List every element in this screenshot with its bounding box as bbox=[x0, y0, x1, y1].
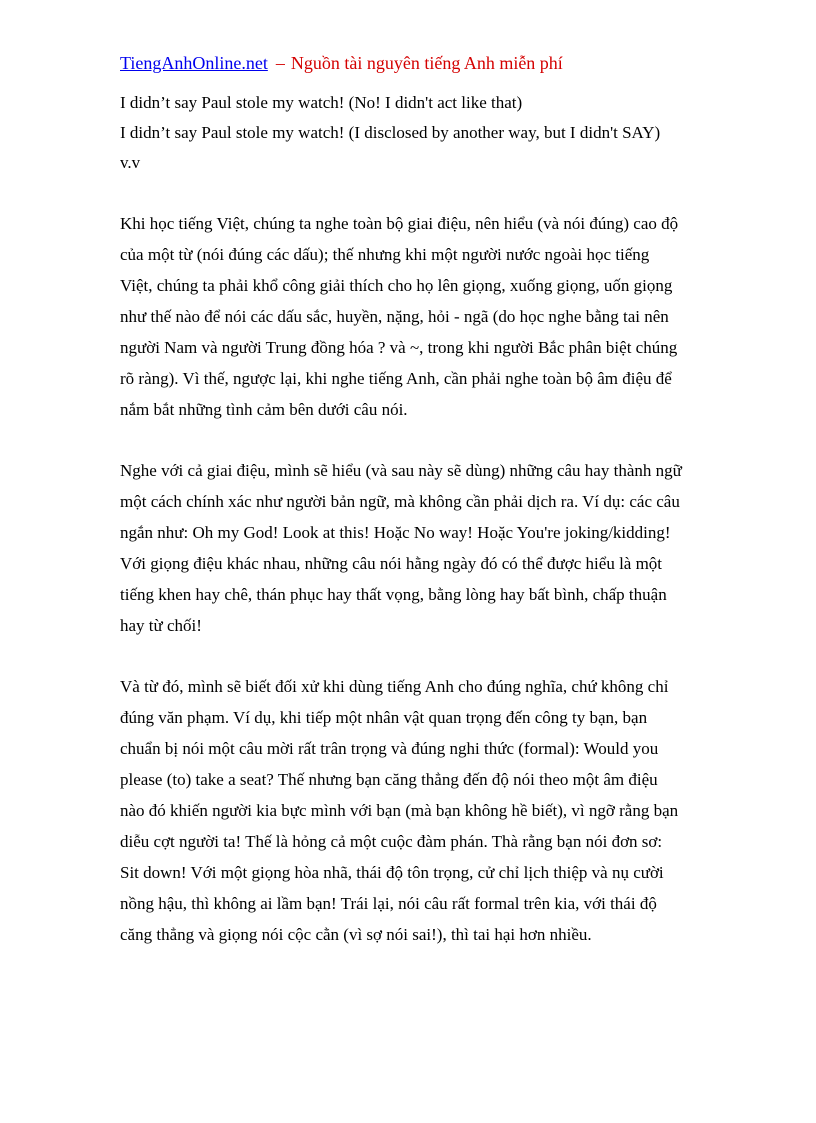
paragraph-1 bbox=[120, 208, 700, 425]
paragraph-line: tiếng khen hay chê, thán phục hay thất vọng, bằng lòng hay bất bình, chấp thuận bbox=[120, 585, 667, 604]
paragraph-line: Và từ đó, mình sẽ biết đối xử khi dùng tiếng Anh cho đúng nghĩa, chứ không chỉ bbox=[120, 677, 669, 696]
paragraph-line: như thế nào để nói các dấu sắc, huyền, nặng, hỏi - ngã (do học nghe bằng tai nên bbox=[120, 307, 669, 326]
paragraph-line: chuẩn bị nói một câu mời rất trân trọng và đúng nghi thức (formal): Would you bbox=[120, 739, 659, 758]
paragraph-line: nắm bắt những tình cảm bên dưới câu nói. bbox=[120, 400, 408, 419]
example-line-2: I didn’t say Paul stole my watch! (I disclosed by another way, but I didn't SAY) bbox=[120, 123, 661, 142]
paragraph-line: Nghe với cả giai điệu, mình sẽ hiểu (và sau này sẽ dùng) những câu hay thành ngữ bbox=[120, 461, 682, 480]
paragraph-line: please (to) take a seat? Thế nhưng bạn căng thẳng đến độ nói theo một âm điệu bbox=[120, 770, 658, 789]
paragraph-line: căng thẳng và giọng nói cộc cằn (vì sợ nói sai!), thì tai hại hơn nhiều. bbox=[120, 925, 592, 944]
paragraph-line: người Nam và người Trung đồng hóa ? và ~, trong khi người Bắc phân biệt chúng bbox=[120, 338, 678, 357]
paragraph-line: diễu cợt người ta! Thế là hỏng cả một cuộc đàm phán. Thà rằng bạn nói đơn sơ: bbox=[120, 832, 663, 851]
header-tagline: Nguồn tài nguyên tiếng Anh miễn phí bbox=[290, 53, 563, 73]
paragraph-line: rõ ràng). Vì thế, ngược lại, khi nghe tiếng Anh, cần phải nghe toàn bộ âm điệu để bbox=[120, 369, 672, 388]
paragraph-3 bbox=[120, 671, 700, 950]
paragraph-line: nào đó khiến người kia bực mình với bạn (mà bạn không hề biết), vì ngỡ rằng bạn bbox=[120, 801, 679, 820]
paragraph-line: của một từ (nói đúng các dấu); thế nhưng khi một người nước ngoài học tiếng bbox=[120, 245, 650, 264]
example-line-1: I didn’t say Paul stole my watch! (No! I didn't act like that) bbox=[120, 93, 523, 112]
example-lines bbox=[120, 88, 700, 178]
header-dash: – bbox=[275, 53, 285, 73]
paragraph-line: Với giọng điệu khác nhau, những câu nói hằng ngày đó có thể được hiểu là một bbox=[120, 554, 663, 573]
paragraph-line: ngắn như: Oh my God! Look at this! Hoặc No way! Hoặc You're joking/kidding! bbox=[120, 523, 671, 542]
page-header bbox=[120, 50, 700, 76]
paragraph-line: một cách chính xác như người bản ngữ, mà không cần phải dịch ra. Ví dụ: các câu bbox=[120, 492, 680, 511]
document-page bbox=[120, 50, 700, 950]
site-link[interactable]: TiengAnhOnline.net bbox=[120, 53, 268, 73]
example-line-etc: v.v bbox=[120, 153, 141, 172]
paragraph-line: hay từ chối! bbox=[120, 616, 202, 635]
paragraph-line: Khi học tiếng Việt, chúng ta nghe toàn bộ giai điệu, nên hiểu (và nói đúng) cao độ bbox=[120, 214, 679, 233]
paragraph-line: Sit down! Với một giọng hòa nhã, thái độ tôn trọng, cử chỉ lịch thiệp và nụ cười bbox=[120, 863, 664, 882]
paragraph-line: đúng văn phạm. Ví dụ, khi tiếp một nhân vật quan trọng đến công ty bạn, bạn bbox=[120, 708, 648, 727]
paragraph-line: Việt, chúng ta phải khổ công giải thích cho họ lên giọng, xuống giọng, uốn giọng bbox=[120, 276, 673, 295]
paragraph-line: nồng hậu, thì không ai lầm bạn! Trái lại, nói câu rất formal trên kia, với thái độ bbox=[120, 894, 657, 913]
paragraph-2 bbox=[120, 455, 700, 641]
